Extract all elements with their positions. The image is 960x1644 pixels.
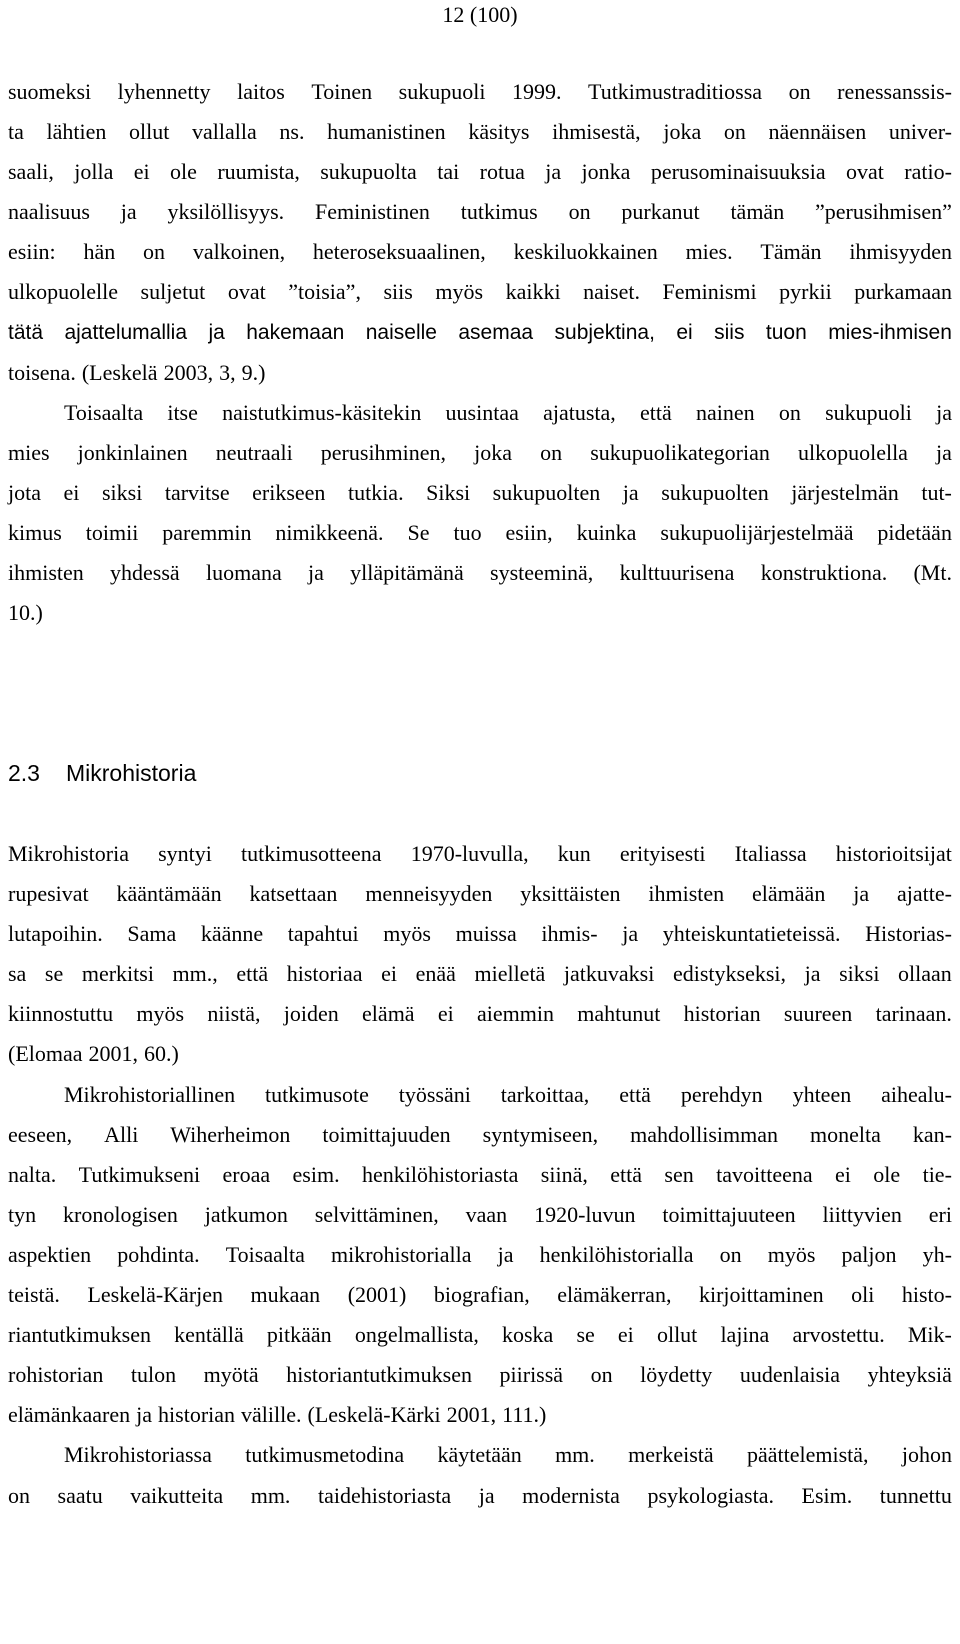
text-line: eeseen, Alli Wiherheimon toimittajuuden syntymiseen, mahdollisimman monelta kan- (8, 1121, 952, 1147)
text-line: kimus toimii paremmin nimikkeenä. Se tuo esiin, kuinka sukupuolijärjestelmää pidetään (8, 520, 952, 546)
page-number: 12 (100) (442, 2, 518, 27)
text-line: sa se merkitsi mm., että historiaa ei enää mielletä jatkuvaksi edistykseksi, ja siksi ollaan (8, 961, 952, 987)
text-line: Toisaalta itse naistutkimus-käsitekin uusintaa ajatusta, että nainen on sukupuoli ja (64, 399, 952, 425)
text-line: esiin: hän on valkoinen, heteroseksuaalinen, keskiluokkainen mies. Tämän ihmisyyden (8, 239, 952, 265)
text-line: lutapoihin. Sama käänne tapahtui myös muissa ihmis- ja yhteiskuntatieteissä. Historias- (8, 921, 952, 947)
text-line: rohistorian tulon myötä historiantutkimuksen piirissä on löydetty uudenlaisia yhteyksiä (8, 1362, 952, 1388)
text-line: rupesivat kääntämään katsettaan menneisyyden yksittäisten ihmisten elämään ja ajatte- (8, 881, 952, 907)
text-line: ta lähtien ollut vallalla ns. humanistinen käsitys ihmisestä, joka on näennäisen univer- (8, 119, 952, 145)
paragraph-block-microhistory (8, 834, 952, 1516)
text-line: 10.) (8, 600, 43, 626)
text-line: saali, jolla ei ole ruumista, sukupuolta tai rotua ja jonka perusominaisuuksia ovat ratio- (8, 159, 952, 185)
paragraph-block-feminism (8, 72, 952, 633)
text-line: teistä. Leskelä-Kärjen mukaan (2001) biografian, elämäkerran, kirjoittaminen oli histo- (8, 1282, 952, 1308)
text-line: kiinnostuttu myös niistä, joiden elämä ei aiemmin mahtunut historian suureen tarinaan. (8, 1001, 952, 1027)
text-line: elämänkaaren ja historian välille. (Leskelä-Kärki 2001, 111.) (8, 1402, 547, 1428)
text-line: (Elomaa 2001, 60.) (8, 1041, 179, 1067)
text-line: tätä ajattelumallia ja hakemaan naiselle asemaa subjektina, ei siis tuon mies-ihmisen (8, 320, 952, 344)
text-line: aspektien pohdinta. Toisaalta mikrohistorialla ja henkilöhistorialla on myös paljon yh- (8, 1241, 952, 1267)
section-number: 2.3 (8, 760, 40, 786)
text-line: Mikrohistoria syntyi tutkimusotteena 1970-luvulla, kun erityisesti Italiassa historioitsijat (8, 841, 952, 866)
text-line: riantutkimuksen kentällä pitkään ongelmallista, koska se ei ollut lajina arvostettu. Mik- (8, 1322, 952, 1348)
text-line: toisena. (Leskelä 2003, 3, 9.) (8, 359, 266, 385)
text-line: nalta. Tutkimukseni eroaa esim. henkilöhistoriasta siinä, että sen tavoitteena ei ole tie- (8, 1161, 952, 1187)
section-title: Mikrohistoria (66, 760, 197, 786)
text-line: Mikrohistoriassa tutkimusmetodina käytetään mm. merkeistä päättelemistä, johon (64, 1442, 952, 1468)
section-heading (8, 756, 196, 790)
text-line: mies jonkinlainen neutraali perusihminen, joka on sukupuolikategorian ulkopuolella ja (8, 439, 952, 465)
text-line: on saatu vaikutteita mm. taidehistoriasta ja modernista psykologiasta. Esim. tunnettu (8, 1482, 952, 1508)
text-line: Mikrohistoriallinen tutkimusote työssäni tarkoittaa, että perehdyn yhteen aihealu- (64, 1081, 952, 1107)
text-line: ulkopuolelle suljetut ovat ”toisia”, siis myös kaikki naiset. Feminismi pyrkii purkamaan (8, 279, 952, 305)
text-line: ihmisten yhdessä luomana ja ylläpitämänä systeeminä, kulttuurisena konstruktiona. (Mt. (8, 560, 952, 586)
text-line: naalisuus ja yksilöllisyys. Feministinen tutkimus on purkanut tämän ”perusihmisen” (8, 199, 952, 225)
text-line: tyn kronologisen jatkumon selvittäminen, vaan 1920-luvun toimittajuuteen liittyvien eri (8, 1201, 952, 1227)
text-line: jota ei siksi tarvitse erikseen tutkia. Siksi sukupuolten ja sukupuolten järjestelmän tut- (8, 479, 952, 505)
text-line: suomeksi lyhennetty laitos Toinen sukupuoli 1999. Tutkimustraditiossa on renessanssis- (8, 79, 952, 104)
